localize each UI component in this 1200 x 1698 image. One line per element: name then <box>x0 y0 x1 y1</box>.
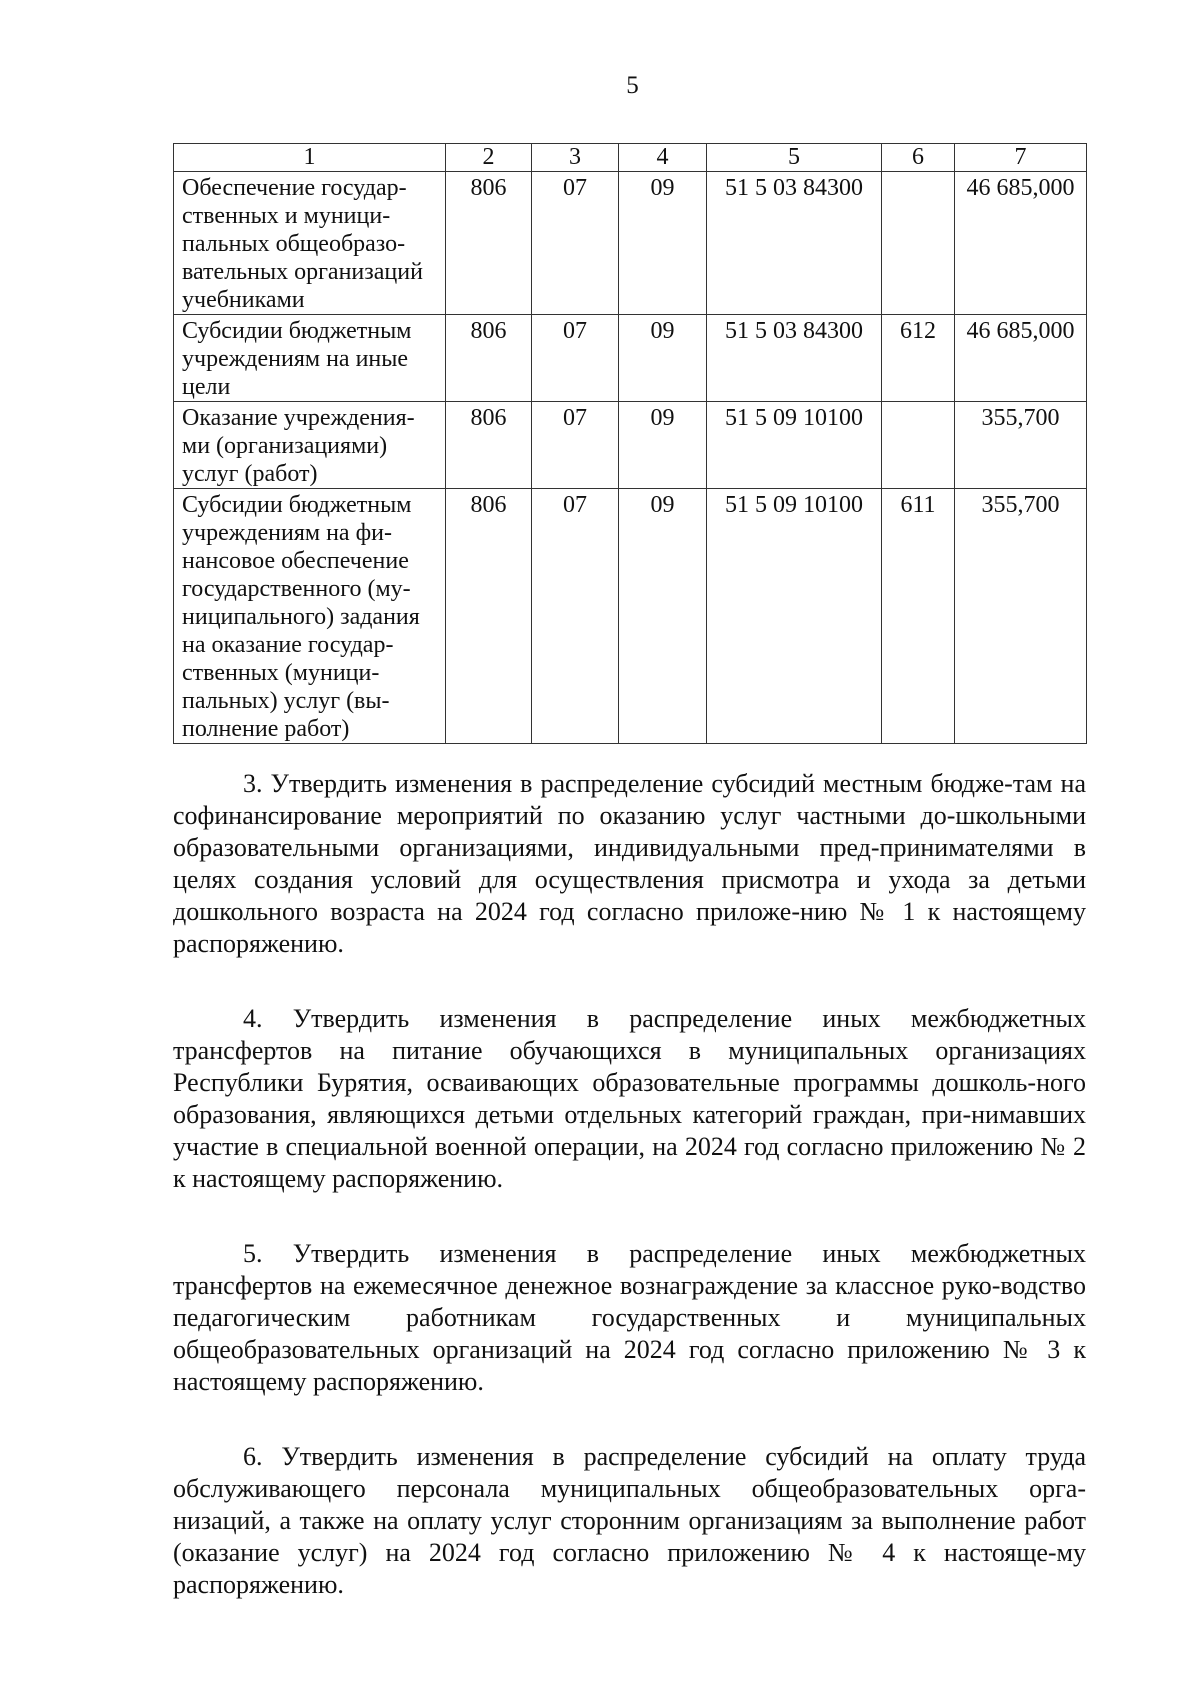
cell-expense-type <box>882 402 955 489</box>
paragraph-item-4: 4. Утвердить изменения в распределение иных межбюджетных трансфертов на питание обучающихся в муниципальных организациях Республики Бурятия, осваивающих образовательные программы дошколь-ного образования, являющихся детьми отдельных категорий граждан, при-нимавших участие в специальной военной операции, на 2024 год согласно приложению № 2 к настоящему распоряжению. <box>173 1004 1086 1193</box>
column-header: 6 <box>882 144 955 172</box>
cell-ministry: 806 <box>446 172 532 315</box>
cell-ministry: 806 <box>446 489 532 744</box>
column-header: 1 <box>174 144 446 172</box>
cell-expense-type <box>882 172 955 315</box>
table-header-row <box>174 144 1087 172</box>
table-row <box>174 172 1087 315</box>
column-header: 4 <box>619 144 707 172</box>
cell-section: 07 <box>532 402 619 489</box>
table-row <box>174 402 1087 489</box>
cell-expense-type: 611 <box>882 489 955 744</box>
row-name: Субсидии бюджетным учреждениям на иные цели <box>174 315 446 402</box>
cell-target-article: 51 5 03 84300 <box>707 315 882 402</box>
table-row <box>174 489 1087 744</box>
cell-amount: 46 685,000 <box>955 315 1087 402</box>
cell-target-article: 51 5 09 10100 <box>707 402 882 489</box>
cell-ministry: 806 <box>446 402 532 489</box>
column-header: 5 <box>707 144 882 172</box>
column-header: 3 <box>532 144 619 172</box>
row-name: Субсидии бюджетным учреждениям на фи-нансовое обеспечение государственного (му-ниципального) задания на оказание государ-ственных (муници-пальных) услуг (вы-полнение работ) <box>174 489 446 744</box>
cell-amount: 46 685,000 <box>955 172 1087 315</box>
cell-subsection: 09 <box>619 402 707 489</box>
paragraph-item-3: 3. Утвердить изменения в распределение субсидий местным бюдже-там на софинансирование мероприятий по оказанию услуг частными до-школьными образовательными организациями, индивидуальными пред-принимателями в целях создания условий для осуществления присмотра и ухода за детьми дошкольного возраста на 2024 год согласно приложе-нию № 1 к настоящему распоряжению. <box>173 769 1086 958</box>
cell-section: 07 <box>532 315 619 402</box>
cell-target-article: 51 5 09 10100 <box>707 489 882 744</box>
cell-section: 07 <box>532 489 619 744</box>
cell-ministry: 806 <box>446 315 532 402</box>
cell-amount: 355,700 <box>955 489 1087 744</box>
table-row <box>174 315 1087 402</box>
paragraph-item-6: 6. Утвердить изменения в распределение субсидий на оплату труда обслуживающего персонала муниципальных общеобразовательных орга-низаций, а также на оплату услуг сторонним организациям за выполнение работ (оказание услуг) на 2024 год согласно приложению № 4 к настояще-му распоряжению. <box>173 1442 1086 1599</box>
cell-subsection: 09 <box>619 315 707 402</box>
cell-subsection: 09 <box>619 489 707 744</box>
cell-amount: 355,700 <box>955 402 1087 489</box>
cell-section: 07 <box>532 172 619 315</box>
row-name: Обеспечение государ-ственных и муници-пальных общеобразо-вательных организаций учебниками <box>174 172 446 315</box>
budget-table <box>173 143 1087 744</box>
column-header: 7 <box>955 144 1087 172</box>
column-header: 2 <box>446 144 532 172</box>
body-text <box>173 768 1086 1644</box>
page-number: 5 <box>626 72 639 99</box>
cell-target-article: 51 5 03 84300 <box>707 172 882 315</box>
cell-expense-type: 612 <box>882 315 955 402</box>
cell-subsection: 09 <box>619 172 707 315</box>
row-name: Оказание учреждения-ми (организациями) услуг (работ) <box>174 402 446 489</box>
paragraph-item-5: 5. Утвердить изменения в распределение иных межбюджетных трансфертов на ежемесячное денежное вознаграждение за классное руко-водство педагогическим работникам государственных и муниципальных общеобразовательных организаций на 2024 год согласно приложению № 3 к настоящему распоряжению. <box>173 1239 1086 1396</box>
